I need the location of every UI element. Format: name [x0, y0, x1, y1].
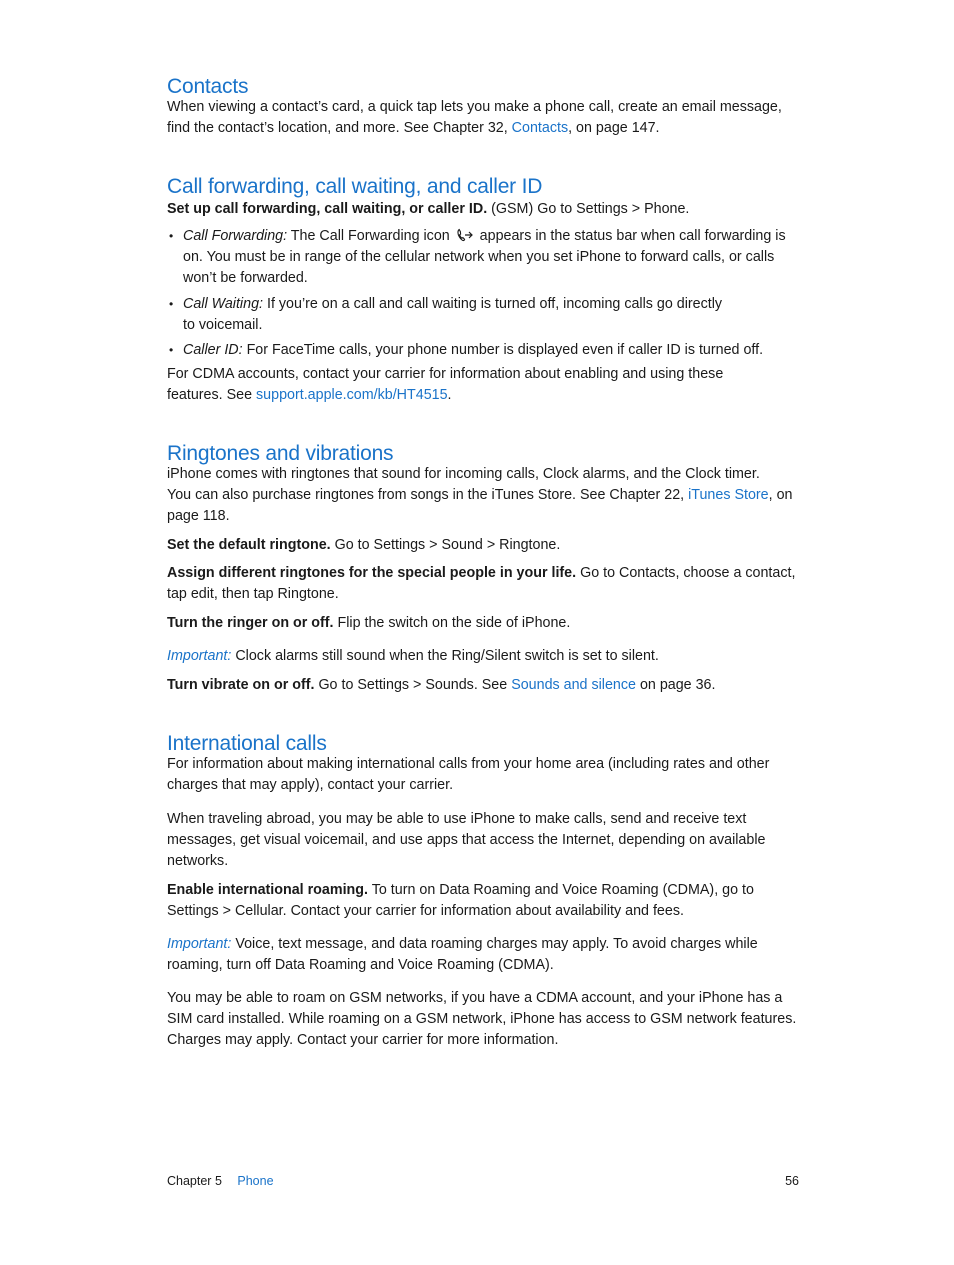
text: roaming, turn off Data Roaming and Voice Roaming (CDMA).	[167, 957, 554, 973]
feature-list	[167, 226, 802, 361]
text: appears in the status bar when call forwarding is	[475, 228, 786, 244]
setup-paragraph	[167, 199, 802, 220]
call-forwarding-icon	[456, 228, 474, 242]
important-note	[167, 934, 802, 976]
heading-international: International calls	[167, 732, 327, 755]
ringtones-paragraph	[167, 464, 802, 527]
contacts-paragraph	[167, 97, 802, 139]
bold-text: Turn the ringer on or off.	[167, 615, 334, 631]
text: When viewing a contact’s card, a quick tap lets you make a phone call, create an email message,	[167, 99, 782, 115]
text: Go to Settings > Sounds. See	[314, 677, 512, 693]
bold-text: Turn vibrate on or off.	[167, 677, 315, 693]
cdma-paragraph	[167, 364, 802, 406]
text: Go to Contacts, choose a contact,	[576, 565, 796, 581]
text: page 118.	[167, 508, 230, 524]
link-contacts[interactable]: Contacts	[511, 120, 569, 136]
important-label: Important:	[167, 648, 232, 664]
text: Settings > Cellular. Contact your carrier for information about availability and fees.	[167, 903, 684, 919]
text: messages, get visual voicemail, and use apps that access the Internet, depending on available	[167, 832, 766, 848]
bold-text: Assign different ringtones for the special people in your life.	[167, 565, 577, 581]
text: For FaceTime calls, your phone number is displayed even if caller ID is turned off.	[242, 342, 764, 358]
text: Voice, text message, and data roaming charges may apply. To avoid charges while	[231, 936, 758, 952]
list-item	[167, 340, 802, 361]
text: Flip the switch on the side of iPhone.	[333, 615, 571, 631]
term: Caller ID:	[183, 342, 243, 358]
bold-text: Set the default ringtone.	[167, 537, 331, 553]
link-itunes-store[interactable]: iTunes Store	[688, 487, 769, 503]
international-paragraph-1	[167, 754, 802, 796]
text: You can also purchase ringtones from songs in the iTunes Store. See Chapter 22,	[167, 487, 689, 503]
term: Call Waiting:	[183, 296, 263, 312]
text: features. See	[167, 387, 257, 403]
text: For information about making international calls from your home area (including rates and other	[167, 756, 770, 772]
text: You may be able to roam on GSM networks, if you have a CDMA account, and your iPhone has a	[167, 990, 783, 1006]
roaming-paragraph	[167, 880, 802, 922]
section-international	[167, 731, 802, 1051]
text: tap edit, then tap Ringtone.	[167, 586, 339, 602]
text: For CDMA accounts, contact your carrier for information about enabling and using these	[167, 366, 724, 382]
text: The Call Forwarding icon	[287, 228, 454, 244]
footer-chapter: Chapter 5	[167, 1174, 222, 1188]
heading-call-forwarding: Call forwarding, call waiting, and caller ID	[167, 175, 543, 198]
assign-ringtone-paragraph	[167, 563, 802, 605]
text: When traveling abroad, you may be able to use iPhone to make calls, send and receive text	[167, 811, 747, 827]
page-number: 56	[785, 1174, 799, 1188]
text: Clock alarms still sound when the Ring/Silent switch is set to silent.	[231, 648, 659, 664]
setup-bold: Set up call forwarding, call waiting, or caller ID.	[167, 201, 488, 217]
international-paragraph-2	[167, 809, 802, 872]
text: , on page 147.	[568, 120, 660, 136]
text: charges that may apply), contact your carrier.	[167, 777, 454, 793]
text: If you’re on a call and call waiting is turned off, incoming calls go directly	[263, 296, 723, 312]
text: on. You must be in range of the cellular network when you set iPhone to forward calls, or calls	[183, 249, 775, 265]
footer-chapter-title[interactable]: Phone	[237, 1174, 274, 1188]
ringer-paragraph	[167, 613, 802, 634]
text: find the contact’s location, and more. See Chapter 32,	[167, 120, 512, 136]
important-label: Important:	[167, 936, 232, 952]
text: (GSM) Go to Settings > Phone.	[487, 201, 690, 217]
section-ringtones	[167, 441, 802, 696]
text: Go to Settings > Sound > Ringtone.	[330, 537, 561, 553]
vibrate-paragraph	[167, 675, 802, 696]
important-note	[167, 646, 802, 667]
bullet-icon: •	[169, 229, 174, 243]
page-footer	[167, 1173, 799, 1189]
text: , on	[768, 487, 793, 503]
section-call-forwarding	[167, 174, 802, 406]
bullet-icon: •	[169, 343, 174, 357]
section-contacts	[167, 74, 802, 139]
list-item	[167, 294, 802, 336]
text: iPhone comes with ringtones that sound for incoming calls, Clock alarms, and the Clock timer.	[167, 466, 760, 482]
heading-contacts: Contacts	[167, 75, 249, 98]
text: on page 36.	[635, 677, 716, 693]
text: SIM card installed. While roaming on a GSM network, iPhone has access to GSM network features.	[167, 1011, 797, 1027]
term: Call Forwarding:	[183, 228, 288, 244]
gsm-paragraph	[167, 988, 802, 1051]
text: Charges may apply. Contact your carrier for more information.	[167, 1032, 559, 1048]
link-sounds-and-silence[interactable]: Sounds and silence	[511, 677, 636, 693]
bullet-icon: •	[169, 297, 174, 311]
text: won’t be forwarded.	[183, 270, 308, 286]
text: To turn on Data Roaming and Voice Roaming (CDMA), go to	[367, 882, 754, 898]
text: .	[447, 387, 452, 403]
heading-ringtones: Ringtones and vibrations	[167, 442, 394, 465]
text: to voicemail.	[183, 317, 263, 333]
page-content	[167, 70, 802, 1051]
text: networks.	[167, 853, 229, 869]
list-item	[167, 226, 802, 289]
default-ringtone-paragraph	[167, 535, 802, 556]
link-support[interactable]: support.apple.com/kb/HT4515	[256, 387, 448, 403]
bold-text: Enable international roaming.	[167, 882, 368, 898]
